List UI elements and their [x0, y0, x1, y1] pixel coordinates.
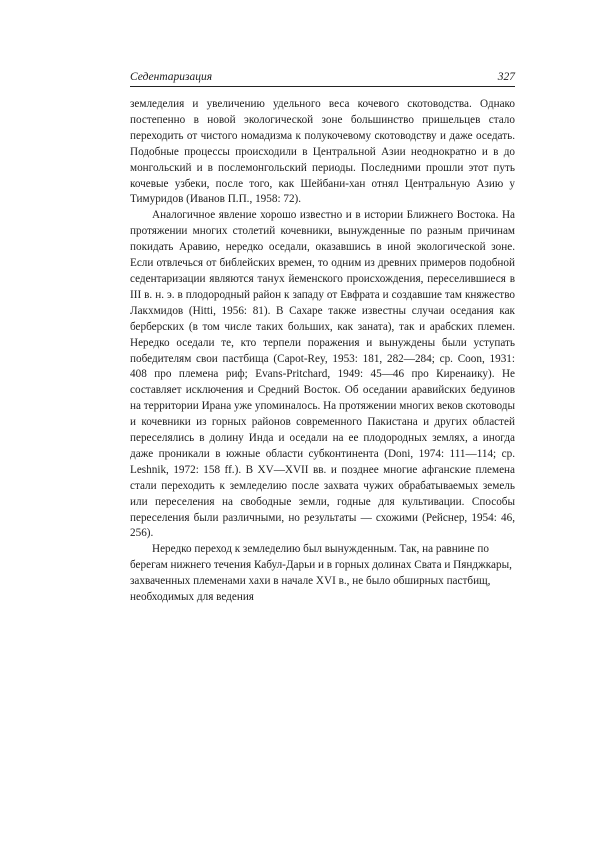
body-text [130, 97, 515, 606]
book-page [130, 70, 515, 606]
paragraph: Аналогичное явление хорошо известно и в истории Ближнего Востока. На протяжении многих столетий кочевники, вынужденные по разным причинам покидать Аравию, нередко оседали, оказавшись в иной экологической зоне. Если отвлечься от библейских времен, то одним из древних примеров подобной седентаризации являются танух йеменского происхождения, переселившиеся в III в. н. э. в плодородный район к западу от Евфрата и создавшие там княжество Лакхмидов (Hitti, 1956: 81). В Сахаре также известны случаи оседания как берберских (в том числе таких больших, как заната), так и арабских племен. Нередко оседали те, кто терпели поражения и вынуждены были уступать победителям свои пастбища (Capot-Rey, 1953: 181, 282—284; ср. Coon, 1931: 408 про племена риф; Evans-Pritchard, 1949: 45—46 про Киренаику). Не составляет исключения и Средний Восток. Об оседании аравийских бедуинов на территории Ирана уже упоминалось. На протяжении многих веков скотоводы и кочевники из горных районов современного Пакистана и других областей переселялись в долину Инда и оседали на ее плодородных землях, а иногда даже проникали в южные области субконтинента (Doni, 1974: 111—114; ср. Leshnik, 1972: 158 ff.). В XV—XVII вв. и позднее многие афганские племена стали переходить к земледелию после захвата чужих обрабатываемых земель или переселения на свободные земли, годные для культивации. Способы переселения были различными, но результаты — схожими (Рейснер, 1954: 46, 256). [130, 209, 515, 540]
page-number: 327 [497, 71, 515, 83]
running-head [130, 70, 515, 87]
paragraph: Нередко переход к земледелию был вынужденным. Так, на равнине по берегам нижнего течения Кабул-Дарьи и в горных долинах Свата и Пянджкары, захваченных племенами хахи в начале XVI в., не было обширных пастбищ, необходимых для ведения [130, 543, 512, 604]
paragraph: земледелия и увеличению удельного веса кочевого скотоводства. Однако постепенно в новой экологической зоне большинство пришельцев стало переходить от чистого номадизма к полукочевому скотоводству и даже оседать. Подобные процессы происходили в Центральной Азии неоднократно и в до монгольский и в послемонгольский периоды. Последними прошли этот путь кочевые узбеки, после того, как Шейбани-хан отнял Центральную Азию у Тимуридов (Иванов П.П., 1958: 72). [130, 98, 515, 206]
chapter-title: Седентаризация [130, 71, 213, 83]
